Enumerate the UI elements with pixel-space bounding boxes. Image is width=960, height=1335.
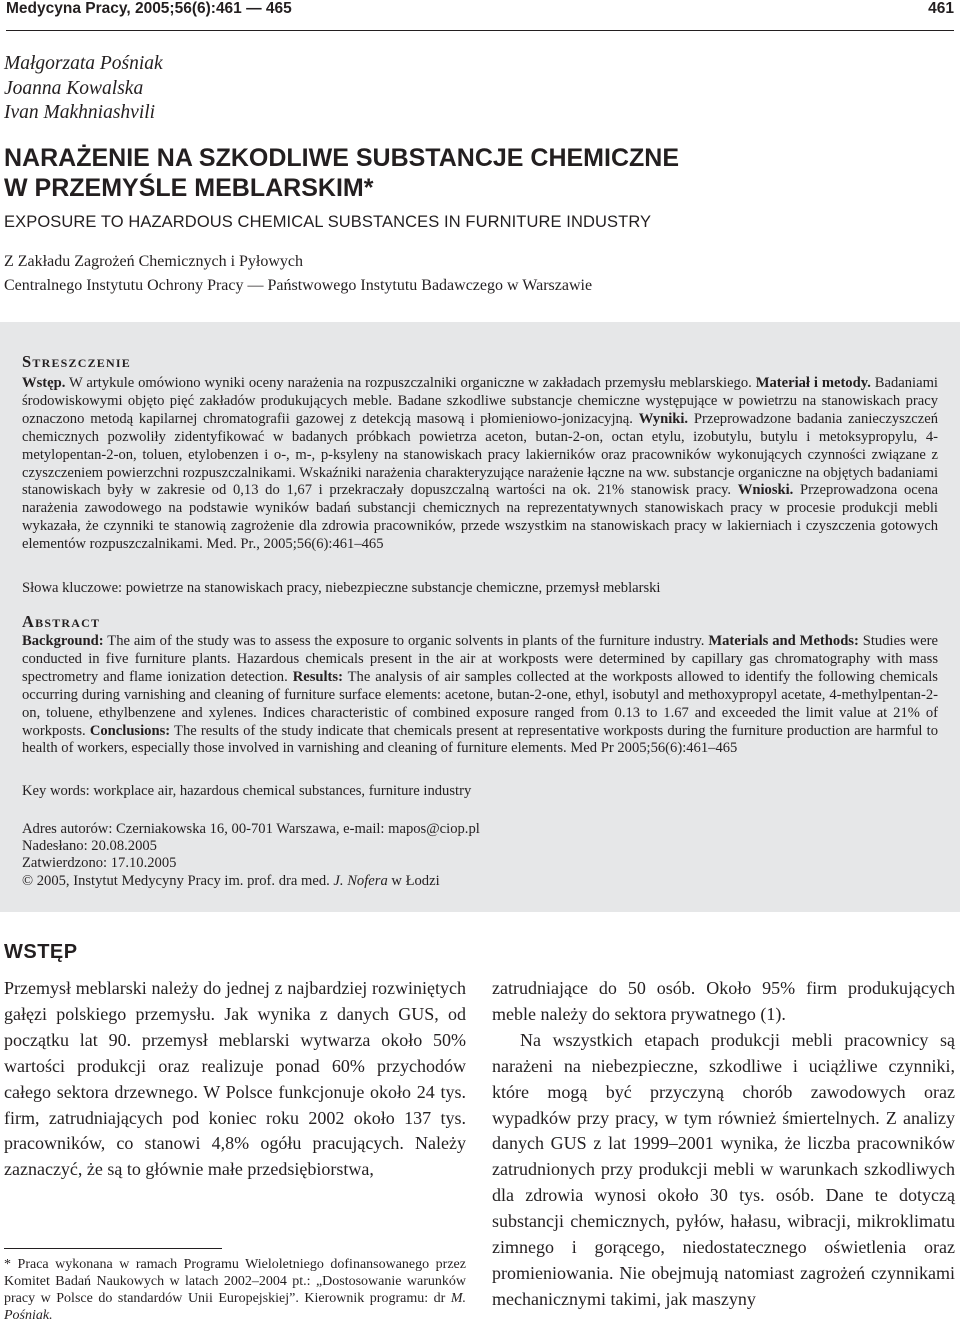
author-name: Ivan Makhniashvili	[4, 102, 156, 123]
title-line: NARAŻENIE NA SZKODLIWE SUBSTANCJE CHEMICZNE	[4, 144, 680, 172]
header-rule	[6, 30, 954, 31]
affiliation-line: Z Zakładu Zagrożeń Chemicznych i Pyłowych	[4, 253, 304, 270]
affiliation	[4, 250, 592, 297]
section-heading: WSTĘP	[4, 941, 78, 963]
copyright-name: J. Nofera	[333, 872, 388, 889]
article-metadata	[22, 821, 480, 890]
copyright-text: © 2005, Instytut Medycyny Pracy im. prof. dra med.	[22, 872, 334, 889]
copyright-line	[22, 873, 480, 890]
author-name: Joanna Kowalska	[4, 77, 144, 99]
abstract-sentence: The analysis of air samples collected at the workposts allowed to identify the following chemicals occurring during varnishing and cleaning of furniture surface elements: acetone, butan-2-one, ethyl, isobutyl and methoxypropyl acetate, 4-methylpentan-2-on, toluene, ethylbenzene and xylenes. Indices characteristic of combined exposure ranged from 0.13 to 1.67 and exceeded the limit value at 21% of workposts.	[22, 668, 938, 739]
article-title-english: EXPOSURE TO HAZARDOUS CHEMICAL SUBSTANCES IN FURNITURE INDUSTRY	[4, 213, 652, 231]
paragraph: Na wszystkich etapach produkcji mebli pracownicy są narażeni na niebezpieczne, szkodliwe i uciążliwe czynniki, które mogą być przyczyną chorób zawodowych oraz wypadków przy pracy, w tym również śmiertelnych. Z analizy danych GUS z lat 1999–2001 wynika, że liczba pracowników zatrudnionych przy produkcji mebli w warunkach szkodliwych dla zdrowia wynosi około 30 tys. osób. Dane te dotyczą substancji chemicznych, pyłów, hałasu, wibracji, mikroklimatu zimnego i gorącego, niedostatecznego oświetlenia oraz promieniowania. Nie obejmują natomiast zagrożeń czynnikami mechanicznymi takimi, jak maszyny	[492, 1029, 955, 1309]
author-address: Adres autorów: Czerniakowska 16, 00-701 Warszawa, e-mail: mapos@ciop.pl	[22, 821, 480, 837]
section-label: Wnioski.	[737, 482, 794, 499]
abstract-sentence: Przeprowadzone badania zanieczyszczeń chemicznych pozwoliły zidentyfikować w badanych próbkach powietrza aceton, butan-2-on, octan etylu, izobutylu, butylu i metoksypropylu, 4-metylopentan-2-on, toluen, etylobenzen i o-, m-, p-ksyleny na stanowiskach pracy lakierników oraz pracowników wykonujących czynności związane z czyszczeniem powierzchni rozpuszczalnikami. Wskaźniki narażenia charakteryzujące narażenie łączne na ww. substancje organiczne na objętych badaniami stanowiskach były w zakresie od 0,13 do 1,67 i przekraczały dopuszczalną wartości na ok. 21% stanowisk pracy.	[22, 410, 939, 499]
author-list	[4, 52, 163, 126]
abstract-sentence: Przeprowadzona ocena narażenia zawodowego na podstawie wyników badań substancji chemicznych na reprezentatywnych stanowiskach pracy w procesie produkcji mebli wykazała, że czynniki te stanowią zagrożenie dla zdrowia pracowników, przede wszystkim na stanowiskach pracy w lakierniach i czyszczenia gotowych elementów rozpuszczalnikami. Med. Pr., 2005;56(6):461–465	[22, 482, 938, 553]
approved-date: Zatwierdzono: 17.10.2005	[22, 855, 177, 872]
section-label: Materials and Methods:	[708, 633, 859, 649]
article-title	[4, 143, 904, 203]
body-column-right	[492, 976, 955, 1313]
abstract-sentence: The results of the study indicate that chemicals present at representative workposts during the furniture production are harmful to health of workers, especially those involved in varnishing and cleaning of furniture elements. Med Pr 2005;56(6):461–465	[22, 722, 938, 757]
page-number: 461	[928, 0, 954, 17]
keywords-pl: Słowa kluczowe: powietrze na stanowiskach pracy, niebezpieczne substancje chemiczne, przemysł meblarski	[22, 580, 661, 596]
footnote	[4, 1256, 466, 1324]
abstract-sentence: The aim of the study was to assess the exposure to organic solvents in plants of the furniture industry.	[103, 633, 709, 649]
keywords-en: Key words: workplace air, hazardous chemical substances, furniture industry	[22, 783, 472, 799]
section-label: Results:	[292, 668, 343, 685]
author-name: Małgorzata Pośniak	[4, 53, 163, 74]
copyright-text: w Łodzi	[387, 872, 440, 889]
section-label: Conclusions:	[89, 722, 171, 739]
title-line: W PRZEMYŚLE MEBLARSKIM*	[4, 174, 374, 202]
abstract-sentence: Badaniami środowiskowymi objęto pięć zakładów produkujących meble. Badane szkodliwe substancje chemiczne występujące w powietrzu na stanowiskach pracy oznaczono metodą kapilarnej chromatografii gazowej z detekcją masową i płomieniowo-jonizacyjną.	[22, 375, 938, 427]
streszczenie-text	[22, 375, 938, 554]
submitted-date: Nadesłano: 20.08.2005	[22, 838, 157, 855]
section-label: Wyniki.	[638, 410, 689, 427]
abstract-sentence: Studies were conducted in five furniture plants. Hazardous chemicals present in the air at workposts were determined by capillary gas chromatography with mass spectrometry and flame ionization detection.	[22, 633, 938, 685]
abstract-text	[22, 633, 938, 758]
streszczenie-heading: Streszczenie	[22, 352, 131, 371]
footnote-rule	[4, 1248, 222, 1249]
section-label: Materiał i metody.	[755, 375, 871, 391]
section-label: Wstęp.	[22, 375, 66, 391]
body-column-left: Przemysł meblarski należy do jednej z najbardziej rozwiniętych gałęzi polskiego przemysłu. Jak wynika z danych GUS, od początku lat 90. przemysł meblarski wytwarza około 50% wartości produkcji oraz realizuje ponad 60% przychodów całego sektora drzewnego. W Polsce funkcjonuje około 24 tys. firm, zatrudniających pod koniec roku 2002 około 137 tys. pracowników, co stanowi 4,8% ogółu pracujących. Należy zaznaczyć, że są to głównie małe przedsiębiorstwa,	[4, 978, 466, 1180]
footnote-text: * Praca wykonana w ramach Programu Wieloletniego dofinansowanego przez Komitet Badań Naukowych w latach 2002–2004 pt.: „Dostosowanie warunków pracy w Polsce do standardów Unii Europejskiej”. Kierownik programu: dr	[4, 1257, 466, 1306]
footnote-author: M. Pośniak.	[4, 1291, 466, 1323]
running-head	[6, 0, 954, 20]
journal-reference: Medycyna Pracy, 2005;56(6):461 — 465	[6, 0, 292, 17]
paragraph: zatrudniające do 50 osób. Około 95% firm produkujących meble należy do sektora prywatnego (1).	[492, 978, 955, 1024]
abstract-sentence: W artykule omówiono wyniki oceny narażenia na rozpuszczalniki organiczne w zakładach przemysłu meblarskiego.	[65, 375, 756, 391]
affiliation-line: Centralnego Instytutu Ochrony Pracy — Państwowego Instytutu Badawczego w Warszawie	[4, 276, 593, 294]
section-label: Background:	[22, 633, 104, 649]
abstract-heading: Abstract	[22, 612, 101, 631]
